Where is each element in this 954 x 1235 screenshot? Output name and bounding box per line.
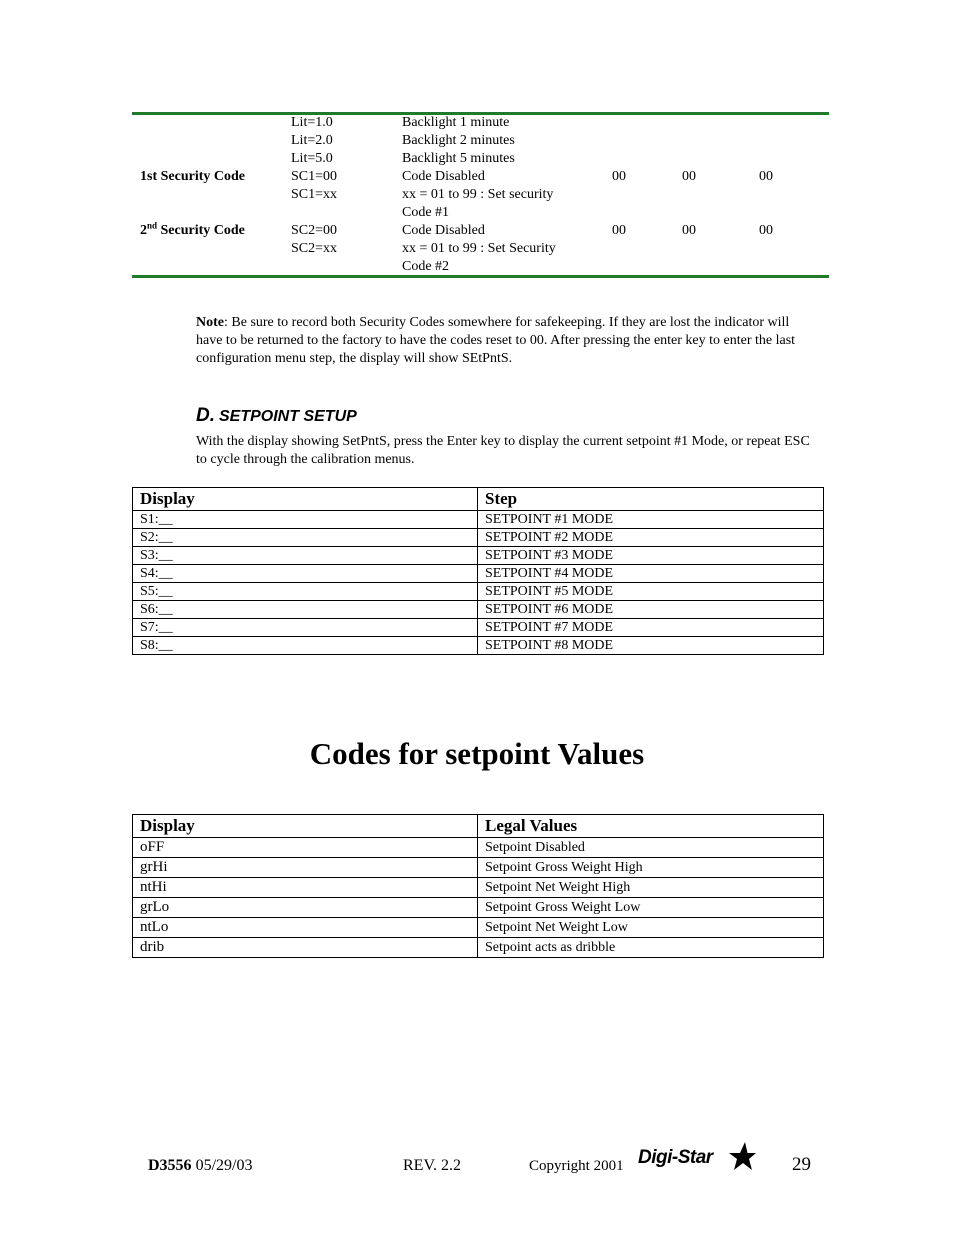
security-cell-desc: Code #1 — [402, 205, 450, 220]
security-cell-code: Lit=2.0 — [291, 133, 333, 148]
security-cell-desc: Backlight 5 minutes — [402, 151, 515, 166]
table-row — [133, 583, 824, 601]
setpoint-table — [132, 487, 824, 655]
cell-value: SETPOINT #1 MODE — [478, 511, 824, 529]
table-bottom-rule — [132, 275, 829, 278]
page-number: 29 — [792, 1154, 811, 1175]
cell-display: S3:__ — [133, 547, 478, 565]
table-row — [133, 918, 824, 938]
security-cell-desc: Backlight 1 minute — [402, 115, 510, 130]
cell-value: Setpoint Gross Weight High — [478, 858, 824, 878]
cell-display: grLo — [133, 898, 478, 918]
table-header-row — [133, 815, 824, 838]
security-label-suffix: nd — [147, 220, 158, 231]
logo-text: Digi-Star — [638, 1147, 713, 1168]
cell-display: oFF — [133, 838, 478, 858]
doc-date: 05/29/03 — [195, 1157, 253, 1174]
cell-display: S8:__ — [133, 637, 478, 655]
cell-display: S1:__ — [133, 511, 478, 529]
cell-display: S4:__ — [133, 565, 478, 583]
security-cell-desc: xx = 01 to 99 : Set Security — [402, 241, 556, 256]
footer-copyright: Copyright 2001 — [529, 1158, 624, 1174]
security-cell-label: 1st Security Code — [140, 169, 245, 184]
table-row — [133, 637, 824, 655]
page-title: Codes for setpoint Values — [309, 736, 645, 771]
security-cell-desc: Code Disabled — [402, 223, 485, 238]
cell-value: SETPOINT #8 MODE — [478, 637, 824, 655]
cell-value: SETPOINT #7 MODE — [478, 619, 824, 637]
cell-value: Setpoint acts as dribble — [478, 938, 824, 958]
security-cell-v1: 00 — [612, 169, 626, 184]
table-row — [133, 601, 824, 619]
column-header-display: Display — [133, 488, 478, 511]
security-cell-code: Lit=1.0 — [291, 115, 333, 130]
cell-display: ntLo — [133, 918, 478, 938]
security-label-number: 2 — [140, 223, 147, 238]
cell-value: SETPOINT #2 MODE — [478, 529, 824, 547]
security-cell-code: SC2=00 — [291, 223, 338, 238]
table-header-row — [133, 488, 824, 511]
security-cell-v3: 00 — [759, 169, 773, 184]
security-cell-code: Lit=5.0 — [291, 151, 333, 166]
cell-value: Setpoint Gross Weight Low — [478, 898, 824, 918]
security-cell-desc: Code #2 — [402, 259, 450, 274]
cell-value: SETPOINT #3 MODE — [478, 547, 824, 565]
footer-revision: REV. 2.2 — [403, 1157, 461, 1174]
footer-docid — [148, 1157, 252, 1175]
table-row — [133, 898, 824, 918]
table-row — [133, 838, 824, 858]
star-icon — [726, 1142, 756, 1174]
security-cell-code: SC2=xx — [291, 241, 338, 256]
cell-value: Setpoint Net Weight High — [478, 878, 824, 898]
cell-value: SETPOINT #6 MODE — [478, 601, 824, 619]
security-cell-desc: Backlight 2 minutes — [402, 133, 515, 148]
cell-display: drib — [133, 938, 478, 958]
note-text: : Be sure to record both Security Codes somewhere for safekeeping. If they are lost the indicator will have to be returned to the factory to have the codes reset to 00. After pressing the enter key to enter the last configuration menu step, the display will show SEtPntS. — [196, 315, 796, 366]
security-cell-v1: 00 — [612, 223, 626, 238]
security-cell-v3: 00 — [759, 223, 773, 238]
section-intro: With the display showing SetPntS, press the Enter key to display the current setpoint #1 Mode, or repeat ESC to cycle through the calibration menus. — [196, 434, 810, 467]
cell-value: SETPOINT #5 MODE — [478, 583, 824, 601]
note-label: Note — [196, 315, 224, 330]
codes-table-body — [133, 838, 824, 958]
table-row — [133, 565, 824, 583]
cell-value: Setpoint Disabled — [478, 838, 824, 858]
cell-value: SETPOINT #4 MODE — [478, 565, 824, 583]
security-cell-label — [140, 222, 245, 240]
section-letter: D. — [196, 405, 215, 426]
table-row — [133, 511, 824, 529]
security-cell-v2: 00 — [682, 223, 696, 238]
column-header-step: Step — [478, 488, 824, 511]
digi-star-logo — [636, 1142, 760, 1176]
table-row — [133, 858, 824, 878]
cell-display: ntHi — [133, 878, 478, 898]
security-cell-desc: Code Disabled — [402, 169, 485, 184]
section-heading — [196, 405, 357, 427]
table-row — [133, 619, 824, 637]
cell-display: S5:__ — [133, 583, 478, 601]
note-paragraph — [196, 314, 806, 368]
section-title: SETPOINT SETUP — [219, 408, 357, 425]
security-cell-desc: xx = 01 to 99 : Set security — [402, 187, 554, 202]
column-header-display: Display — [133, 815, 478, 838]
setpoint-table-body — [133, 511, 824, 655]
cell-display: S2:__ — [133, 529, 478, 547]
codes-table — [132, 814, 824, 958]
table-row — [133, 878, 824, 898]
column-header-legal-values: Legal Values — [478, 815, 824, 838]
cell-display: S6:__ — [133, 601, 478, 619]
security-cell-code: SC1=xx — [291, 187, 338, 202]
security-label-rest: Security Code — [157, 223, 245, 238]
doc-id: D3556 — [148, 1157, 192, 1174]
security-cell-code: SC1=00 — [291, 169, 338, 184]
cell-display: grHi — [133, 858, 478, 878]
table-row — [133, 529, 824, 547]
cell-value: Setpoint Net Weight Low — [478, 918, 824, 938]
table-row — [133, 547, 824, 565]
cell-display: S7:__ — [133, 619, 478, 637]
security-cell-v2: 00 — [682, 169, 696, 184]
table-row — [133, 938, 824, 958]
